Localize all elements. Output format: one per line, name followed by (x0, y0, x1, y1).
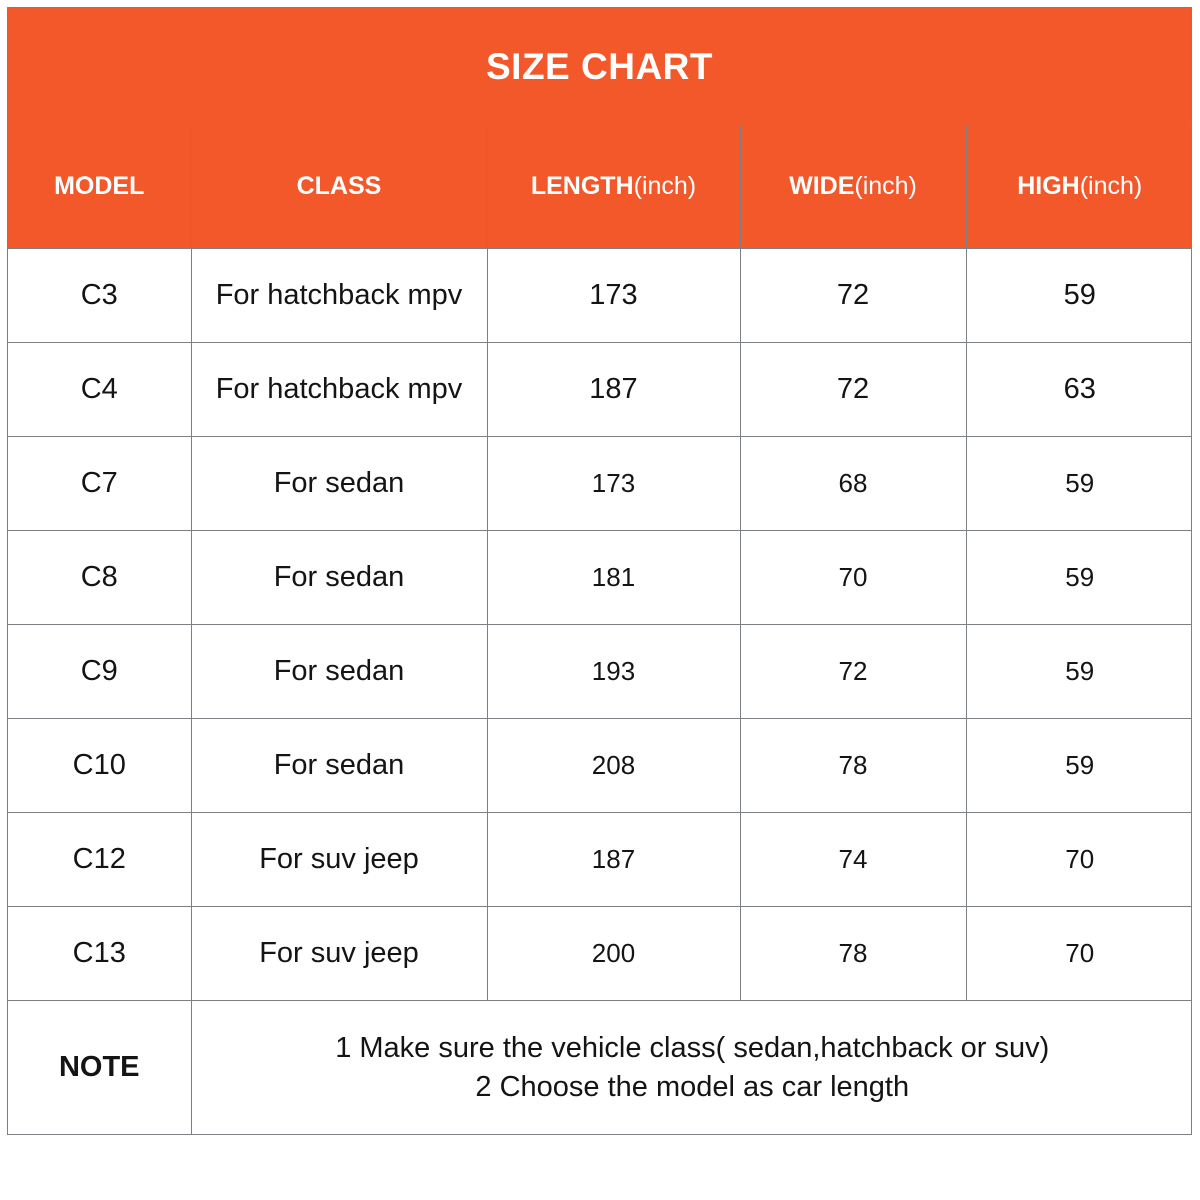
column-header-length (487, 126, 740, 248)
wide-cell: 70 (740, 530, 966, 624)
wide-cell: 72 (740, 624, 966, 718)
model-cell: C7 (8, 436, 191, 530)
class-cell: For hatchback mpv (191, 342, 487, 436)
note-row (8, 1000, 1192, 1135)
wide-cell: 74 (740, 812, 966, 906)
header-row (8, 126, 1192, 248)
column-header-length-label: LENGTH (530, 172, 634, 201)
table-row (8, 248, 1192, 342)
length-cell: 187 (487, 812, 740, 906)
model-cell: C8 (8, 530, 191, 624)
table-row (8, 718, 1192, 812)
length-cell: 187 (487, 342, 740, 436)
wide-cell: 78 (740, 718, 966, 812)
table-row (8, 906, 1192, 1000)
class-cell: For sedan (191, 718, 487, 812)
note-line-1: 1 Make sure the vehicle class( sedan,hatchback or suv) (335, 1031, 1050, 1064)
length-cell: 193 (487, 624, 740, 718)
wide-cell: 72 (740, 342, 966, 436)
wide-cell: 68 (740, 436, 966, 530)
high-cell: 59 (966, 718, 1192, 812)
note-label: NOTE (8, 1000, 191, 1135)
class-cell: For sedan (191, 436, 487, 530)
size-table (8, 126, 1192, 1135)
wide-cell: 78 (740, 906, 966, 1000)
table-row (8, 342, 1192, 436)
high-cell: 70 (966, 906, 1192, 1000)
class-cell: For sedan (191, 624, 487, 718)
table-row (8, 436, 1192, 530)
high-cell: 63 (966, 342, 1192, 436)
column-header-class (191, 126, 487, 248)
table-row (8, 624, 1192, 718)
column-header-high (966, 126, 1192, 248)
class-cell: For suv jeep (191, 812, 487, 906)
length-cell: 200 (487, 906, 740, 1000)
wide-cell: 72 (740, 248, 966, 342)
class-cell: For suv jeep (191, 906, 487, 1000)
model-cell: C9 (8, 624, 191, 718)
length-cell: 208 (487, 718, 740, 812)
table-row (8, 812, 1192, 906)
column-header-length-unit: (inch) (633, 172, 697, 201)
high-cell: 70 (966, 812, 1192, 906)
column-header-class-label: CLASS (296, 172, 382, 201)
note-text (191, 1000, 1192, 1135)
column-header-wide (740, 126, 966, 248)
high-cell: 59 (966, 248, 1192, 342)
class-cell: For hatchback mpv (191, 248, 487, 342)
model-cell: C13 (8, 906, 191, 1000)
length-cell: 173 (487, 436, 740, 530)
column-header-high-unit: (inch) (1079, 172, 1143, 201)
model-cell: C3 (8, 248, 191, 342)
high-cell: 59 (966, 436, 1192, 530)
size-chart (7, 7, 1192, 1135)
model-cell: C10 (8, 718, 191, 812)
length-cell: 181 (487, 530, 740, 624)
high-cell: 59 (966, 624, 1192, 718)
column-header-high-label: HIGH (1017, 172, 1080, 201)
note-line-2: 2 Choose the model as car length (475, 1070, 910, 1103)
length-cell: 173 (487, 248, 740, 342)
column-header-model-label: MODEL (54, 172, 145, 201)
model-cell: C12 (8, 812, 191, 906)
high-cell: 59 (966, 530, 1192, 624)
column-header-model (8, 126, 191, 248)
class-cell: For sedan (191, 530, 487, 624)
column-header-wide-label: WIDE (789, 172, 855, 201)
table-row (8, 530, 1192, 624)
model-cell: C4 (8, 342, 191, 436)
column-header-wide-unit: (inch) (854, 172, 917, 201)
chart-title: SIZE CHART (8, 8, 1191, 126)
